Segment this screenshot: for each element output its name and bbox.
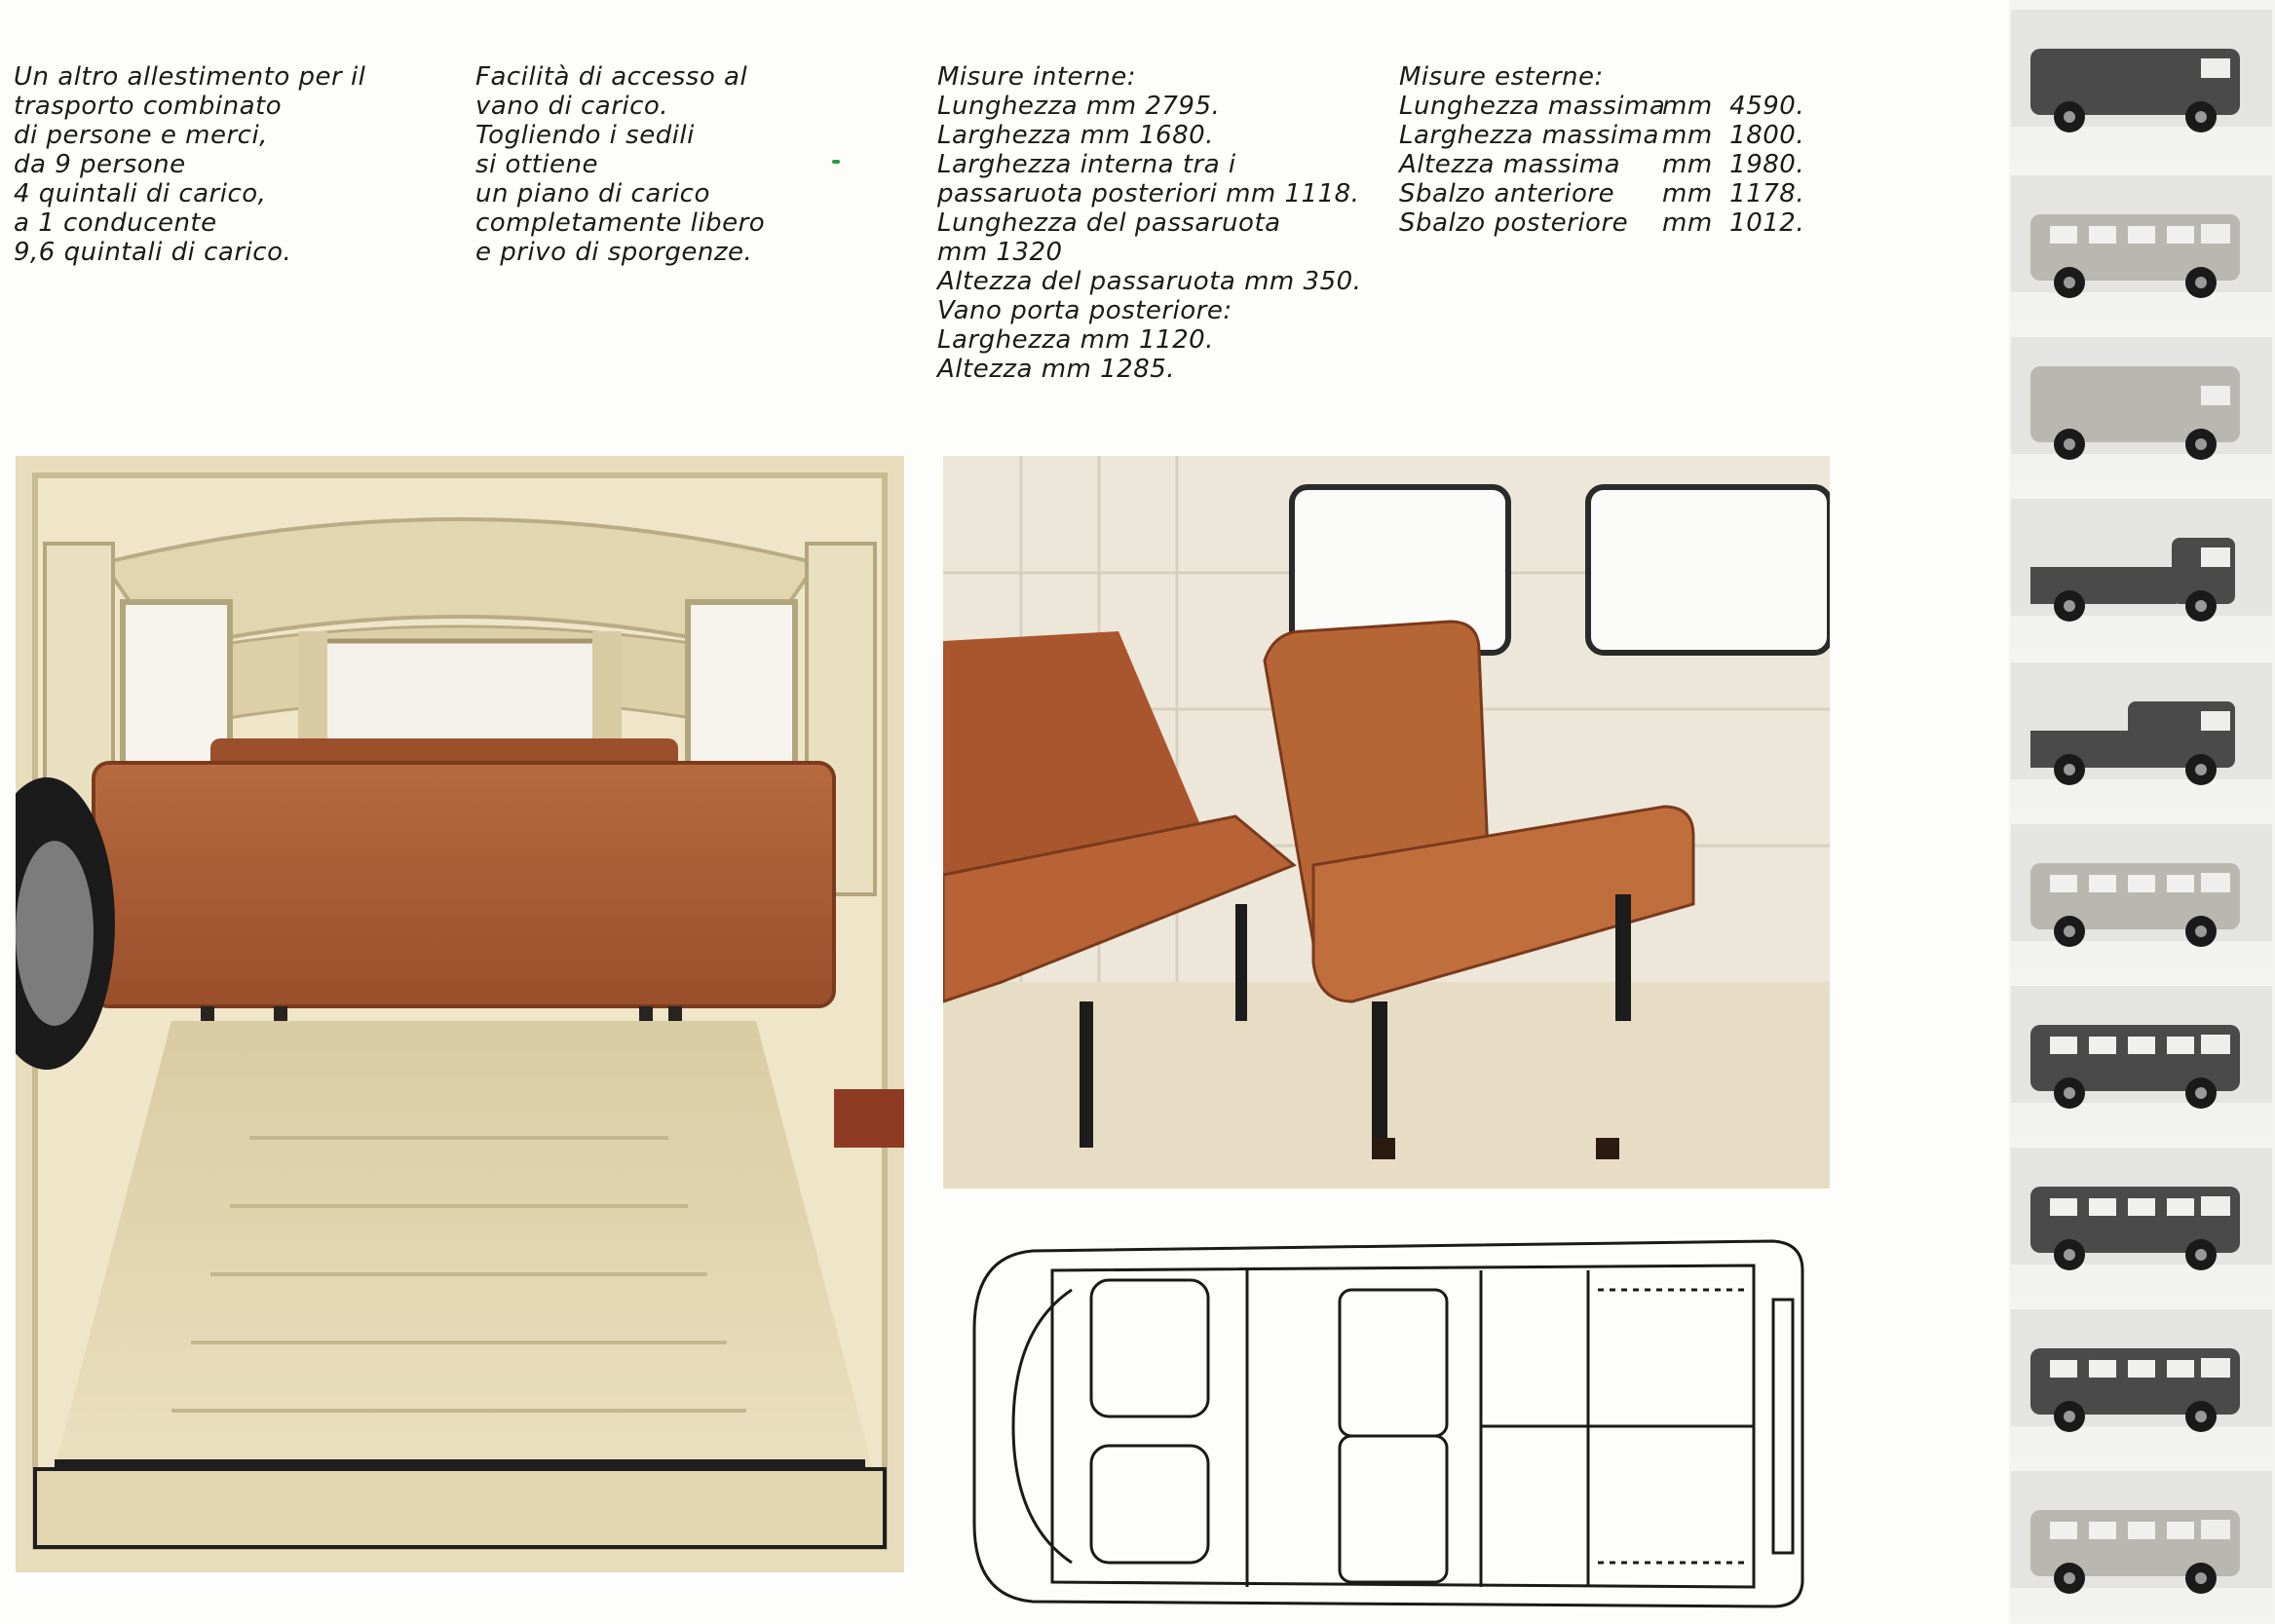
- text-line: a 1 conducente: [14, 208, 217, 238]
- text-line: Altezza del passaruota mm 350.: [937, 267, 1362, 296]
- text-line: Togliendo i sedili: [475, 121, 695, 150]
- text-line: passaruota posteriori mm 1118.: [937, 179, 1360, 208]
- text-line: Un altro allestimento per il: [14, 62, 366, 92]
- model-thumbnail: [2011, 824, 2272, 974]
- text-line: si ottiene: [475, 150, 599, 179]
- measure-value: mm 1178.: [1662, 179, 1805, 208]
- combi-van-icon: [2011, 824, 2272, 974]
- floor-plan-illustration: [955, 1212, 1822, 1621]
- measure-value: mm 1980.: [1662, 150, 1805, 179]
- panel-van-icon: [2011, 10, 2272, 160]
- measure-row: [1399, 121, 1804, 150]
- text-line: e privo di sporgenze.: [475, 238, 753, 267]
- bus-icon: [2011, 1148, 2272, 1298]
- model-thumbnail: [2011, 1471, 2272, 1621]
- high-roof-van-icon: [2011, 337, 2272, 487]
- model-thumbnail-strip: [2009, 0, 2275, 1624]
- text-line: vano di carico.: [475, 92, 669, 121]
- print-mark: [832, 160, 840, 164]
- floor-plan-diagram: [955, 1212, 1822, 1621]
- text-line: Altezza mm 1285.: [937, 355, 1176, 384]
- measure-row: [1399, 179, 1804, 208]
- measure-value: mm 4590.: [1662, 92, 1805, 121]
- measure-label: Larghezza massima: [1399, 121, 1659, 150]
- text-line: di persone e merci,: [14, 121, 268, 150]
- text-column-internal-measures: [937, 62, 1361, 384]
- measure-label: Sbalzo posteriore: [1399, 208, 1629, 238]
- text-column-access: [475, 62, 765, 267]
- measure-value: mm 1012.: [1662, 208, 1805, 238]
- text-line: Facilità di accesso al: [475, 62, 748, 92]
- model-thumbnail: [2011, 662, 2272, 812]
- text-line: da 9 persone: [14, 150, 186, 179]
- model-thumbnail: [2011, 1148, 2272, 1298]
- double-cab-pickup-icon: [2011, 662, 2272, 812]
- cargo-interior-photo: [16, 456, 904, 1572]
- school-bus-icon: [2011, 1309, 2272, 1459]
- model-thumbnail: [2011, 337, 2272, 487]
- minibus-icon: [2011, 986, 2272, 1136]
- text-line: Larghezza interna tra i: [937, 150, 1236, 179]
- text-line: Lunghezza mm 2795.: [937, 92, 1221, 121]
- text-line: mm 1320: [937, 238, 1063, 267]
- model-thumbnail: [2011, 10, 2272, 160]
- text-column-external-measures: [1399, 62, 1804, 238]
- model-thumbnail: [2011, 1309, 2272, 1459]
- measure-row: [1399, 208, 1804, 238]
- model-thumbnail: [2011, 499, 2272, 649]
- seats-photo: [943, 456, 1830, 1189]
- text-line: Larghezza mm 1120.: [937, 325, 1214, 355]
- text-line: un piano di carico: [475, 179, 710, 208]
- text-line: 4 quintali di carico,: [14, 179, 267, 208]
- measure-row: [1399, 150, 1804, 179]
- text-line: completamente libero: [475, 208, 766, 238]
- text-line: 9,6 quintali di carico.: [14, 238, 292, 267]
- measure-value: mm 1800.: [1662, 121, 1805, 150]
- measure-row: [1399, 92, 1804, 121]
- text-line: Vano porta posteriore:: [937, 296, 1232, 325]
- external-title: Misure esterne:: [1399, 62, 1604, 92]
- measure-label: Lunghezza massima: [1399, 92, 1666, 121]
- text-line: Larghezza mm 1680.: [937, 121, 1214, 150]
- measure-label: Sbalzo anteriore: [1399, 179, 1615, 208]
- seats-illustration: [943, 456, 1830, 1189]
- text-line: Lunghezza del passaruota: [937, 208, 1281, 238]
- text-column-intro: [14, 62, 365, 267]
- ambulance-icon: [2011, 1471, 2272, 1621]
- text-line: trasporto combinato: [14, 92, 283, 121]
- measure-label: Altezza massima: [1399, 150, 1621, 179]
- model-thumbnail: [2011, 175, 2272, 325]
- pickup-truck-icon: [2011, 499, 2272, 649]
- model-thumbnail: [2011, 986, 2272, 1136]
- cargo-interior-illustration: [16, 456, 904, 1572]
- window-van-icon: [2011, 175, 2272, 325]
- text-line: Misure interne:: [937, 62, 1136, 92]
